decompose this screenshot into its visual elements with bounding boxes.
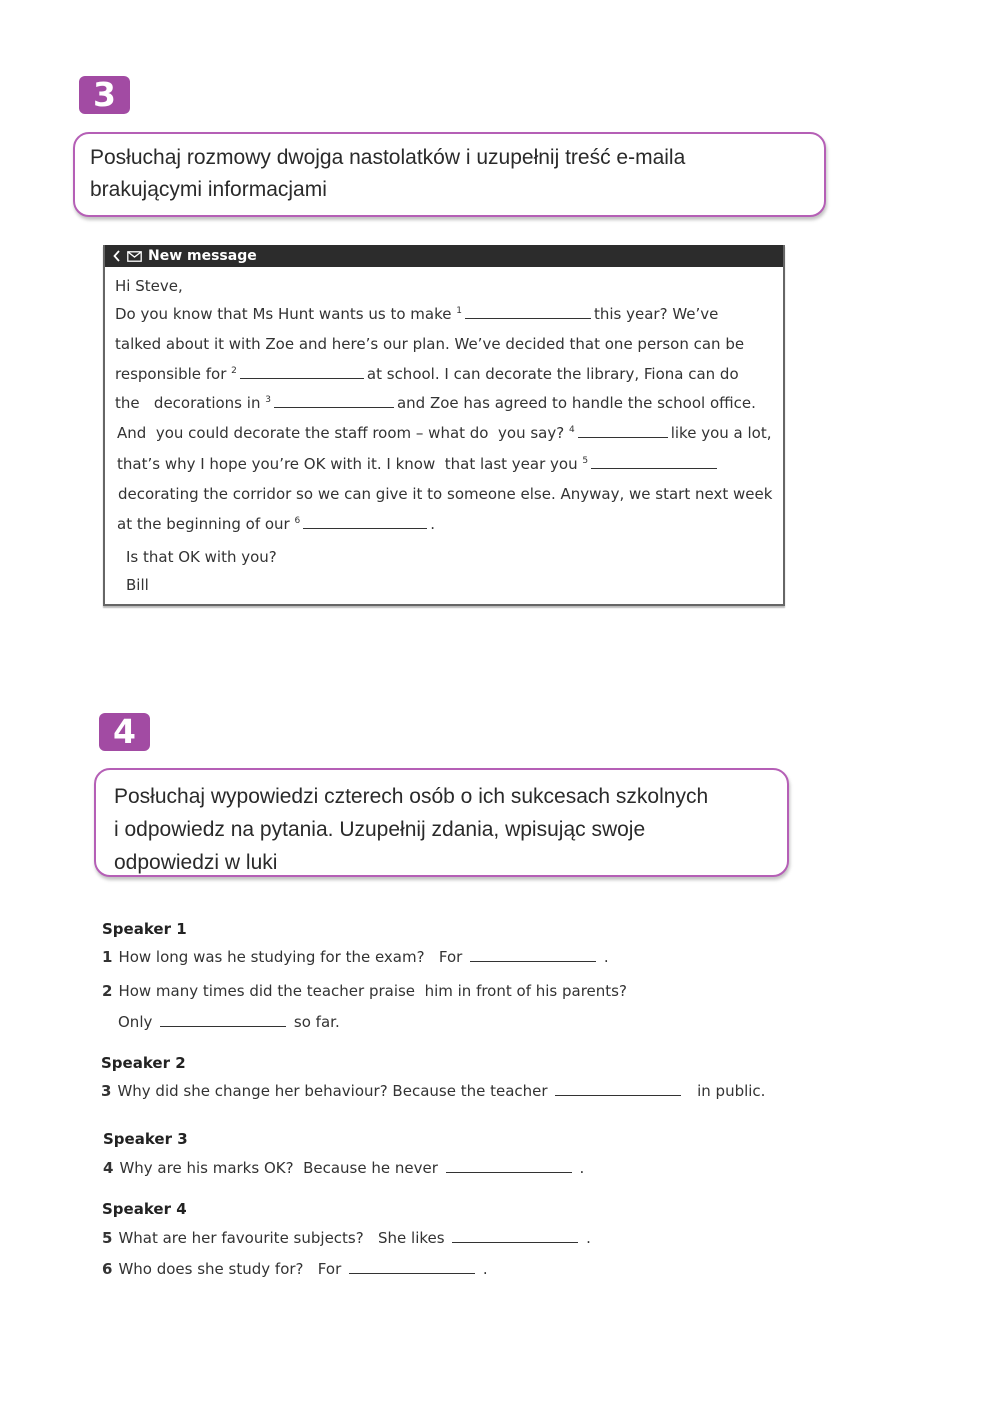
- email-line-6: that’s why I hope you’re OK with it. I know that last year you $^5$: [117, 455, 720, 473]
- question-2: 2 How many times did the teacher praise him in front of his parents?: [102, 982, 627, 1000]
- question-blank-2[interactable]: [160, 1014, 286, 1027]
- instruction-text: Posłuchaj wypowiedzi czterech osób o ich sukcesach szkolnych i odpowiedz na pytania. Uzupełnij zdania, wpisując swoje odpowiedzi w luki: [114, 785, 709, 874]
- question-blank-5[interactable]: [452, 1230, 578, 1243]
- question-blank-1[interactable]: [470, 949, 596, 962]
- question-blank-3[interactable]: [555, 1083, 681, 1096]
- question-4: 4 Why are his marks OK? Because he never .: [103, 1159, 585, 1177]
- email-line-3: responsible for $^2$ at school. I can decorate the library, Fiona can do: [115, 365, 739, 383]
- question-1: 1 How long was he studying for the exam? For .: [102, 948, 609, 966]
- question-2-answer: Only so far.: [118, 1013, 340, 1031]
- answer-blank-5[interactable]: [591, 456, 717, 469]
- exercise-number-badge: 4: [99, 713, 150, 751]
- question-5: 5 What are her favourite subjects? She likes .: [102, 1229, 591, 1247]
- exercise-number-badge: 3: [79, 76, 130, 114]
- speaker-heading: Speaker 2: [101, 1054, 186, 1072]
- email-header: [105, 245, 783, 267]
- email-line-7: decorating the corridor so we can give it to someone else. Anyway, we start next week: [118, 485, 773, 503]
- answer-blank-2[interactable]: [240, 366, 364, 379]
- question-6: 6 Who does she study for? For .: [102, 1260, 488, 1278]
- answer-blank-1[interactable]: [465, 306, 591, 319]
- email-header-title: New message: [148, 248, 257, 264]
- instruction-box: [94, 768, 789, 877]
- email-line-5: And you could decorate the staff room – what do you say? $^4$ like you a lot,: [117, 424, 772, 442]
- speaker-heading: Speaker 4: [102, 1200, 187, 1218]
- speaker-heading: Speaker 1: [102, 920, 187, 938]
- answer-blank-3[interactable]: [274, 395, 394, 408]
- envelope-icon: [127, 251, 142, 262]
- email-greeting: Hi Steve,: [115, 277, 183, 295]
- email-line-2: talked about it with Zoe and here’s our plan. We’ve decided that one person can be: [115, 335, 745, 353]
- instruction-text: Posłuchaj rozmowy dwojga nastolatków i uzupełnij treść e-maila brakującymi informacjami: [90, 146, 686, 201]
- answer-blank-4[interactable]: [578, 425, 668, 438]
- speaker-heading: Speaker 3: [103, 1130, 188, 1148]
- back-chevron-icon[interactable]: [113, 250, 121, 262]
- email-closing: Is that OK with you?: [126, 548, 277, 566]
- answer-blank-6[interactable]: [303, 516, 427, 529]
- email-line-8: at the beginning of our $^6$ .: [117, 515, 436, 533]
- email-signature: Bill: [126, 576, 149, 594]
- question-blank-4[interactable]: [446, 1160, 572, 1173]
- instruction-box: [73, 132, 826, 217]
- email-line-4: the decorations in $^3$ and Zoe has agreed to handle the school office.: [115, 394, 756, 412]
- question-3: 3 Why did she change her behaviour? Because the teacher in public.: [101, 1082, 766, 1100]
- email-line-1: Do you know that Ms Hunt wants us to make $^1$ this year? We’ve: [115, 305, 719, 323]
- question-blank-6[interactable]: [349, 1261, 475, 1274]
